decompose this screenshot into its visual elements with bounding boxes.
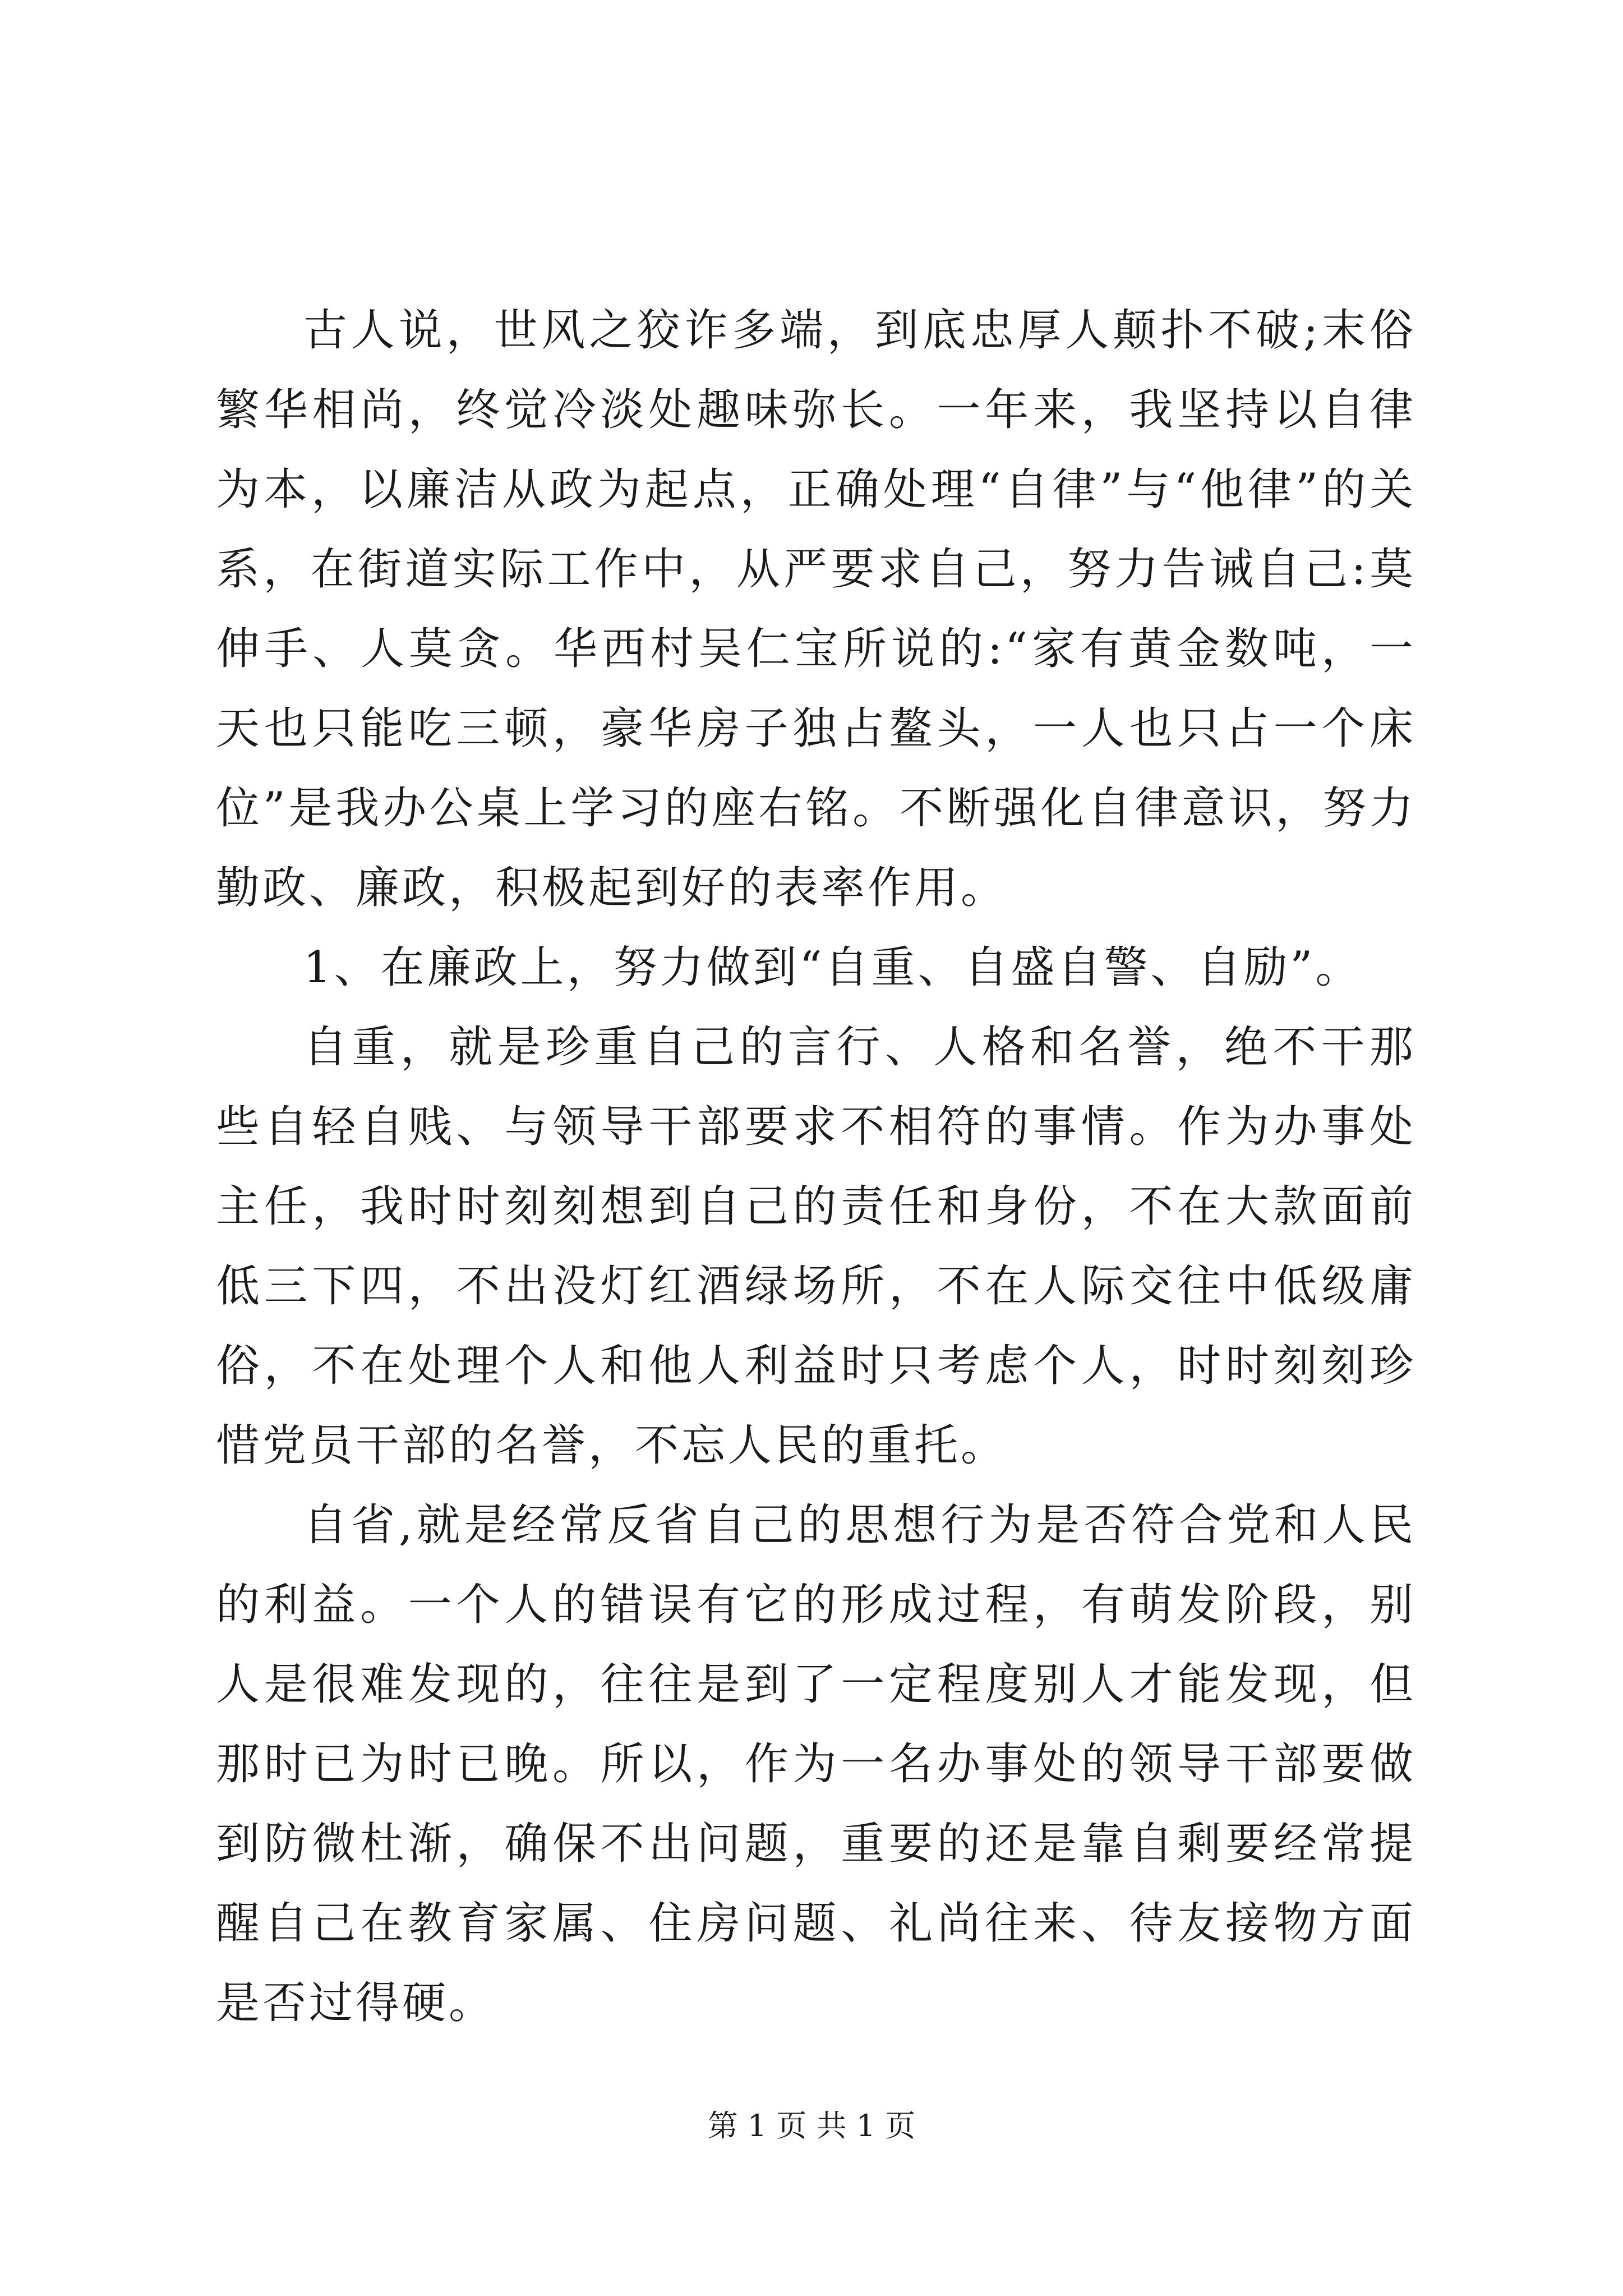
paragraph-self-respect: 自重，就是珍重自己的言行、人格和名誉，绝不干那些自轻自贱、与领导干部要求不相符的事情。作为办事处主任，我时时刻刻想到自己的责任和身份，不在大款面前低三下四，不出没灯红酒绿场所，不在人际交往中低级庸俗，不在处理个人和他人利益时只考虑个人，时时刻刻珍惜党员干部的名誉，不忘人民的重托。 — [216, 1022, 1416, 1471]
document-body — [216, 291, 1416, 2043]
paragraph-intro: 古人说，世风之狡诈多端，到底忠厚人颠扑不破;末俗繁华相尚，终觉冷淡处趣味弥长。一年来，我坚持以自律为本，以廉洁从政为起点，正确处理“自律”与“他律”的关系，在街道实际工作中，从严要求自己，努力告诫自己:莫伸手、人莫贪。华西村吴仁宝所说的:“家有黄金数吨，一天也只能吃三顿，豪华房子独占鳌头，一人也只占一个床位”是我办公桌上学习的座右铭。不断强化自律意识，努力勤政、廉政，积极起到好的表率作用。 — [216, 305, 1416, 913]
page-footer: 第 1 页 共 1 页 — [707, 2108, 916, 2143]
paragraph-heading-1: 1、在廉政上，努力做到“自重、自盛自警、自励”。 — [303, 942, 1362, 993]
paragraph-self-reflection: 自省,就是经常反省自己的思想行为是否符合党和人民的利益。一个人的错误有它的形成过程，有萌发阶段，别人是很难发现的，往往是到了一定程度别人才能发现，但那时已为时已晚。所以，作为一名办事处的领导干部要做到防微杜渐，确保不出问题，重要的还是靠自剩要经常提醒自己在教育家属、住房问题、礼尚往来、待友接物方面是否过得硬。 — [216, 1500, 1416, 2028]
